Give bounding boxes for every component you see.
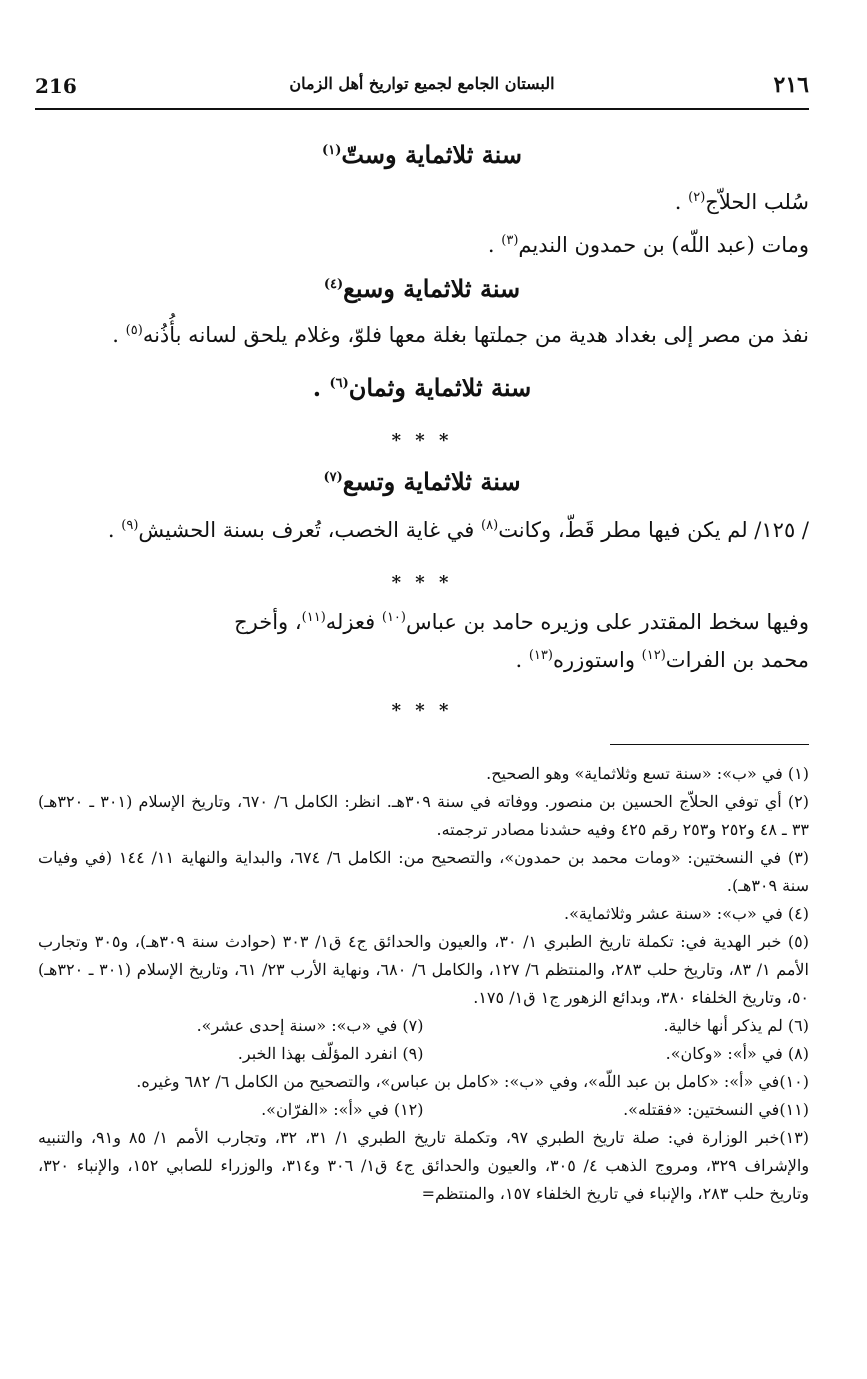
paragraph-gift: نفذ من مصر إلى بغداد هدية من جملتها بغلة معها فلوّ، وغلام يلحق لسانه بأُذُنه$^{(٥)}$ .	[112, 323, 809, 347]
footnotes	[38, 760, 809, 1208]
footnote-4: (٤) في «ب»: «سنة عشر وثلاثماية».	[564, 904, 809, 923]
section-separator: * * *	[391, 572, 453, 593]
footnote-7: (٧) في «ب»: «سنة إحدى عشر».	[196, 1016, 424, 1035]
footnote-12: (١٢) في «أ»: «الفرّان».	[261, 1100, 424, 1119]
footnote-6: (٦) لم يذكر أنها خالية.	[663, 1016, 809, 1035]
footnote-ref: (٤)	[323, 277, 344, 292]
paragraph-hallaj: سُلب الحلاّج$^{(٢)}$ .	[674, 190, 809, 214]
footnote-ref: (٣)	[501, 233, 519, 248]
year-heading-308: سنة ثلاثماية وثمان$^{(٦)}$ .	[312, 373, 532, 402]
footnote-3: (٣) في النسختين: «ومات محمد بن حمدون»، والتصحيح من: الكامل ٦/ ٦٧٤، والبداية والنهاية ١١/ ١٤٤ (في وفيات سنة ٣٠٩هـ).	[38, 848, 810, 895]
footnote-2: (٢) أي توفي الحلاّج الحسين بن منصور. ووفاته في سنة ٣٠٩هـ. انظر: الكامل ٦/ ٦٧٠، وتاريخ الإسلام (٣٠١ ـ ٣٢٠هـ) ٣٣ ـ ٤٨ و٢٥٢ و٢٥٣ رقم ٤٢٥ وفيه حشدنا مصادر ترجمته.	[38, 792, 810, 839]
footnote-1: (١) في «ب»: «سنة تسع وثلاثماية» وهو الصحيح.	[486, 764, 809, 783]
footnote-ref: (٨)	[481, 518, 499, 533]
paragraph-nadim: ومات (عبد اللّه) بن حمدون النديم$^{(٣)}$ .	[487, 233, 809, 257]
footnote-ref: (١٣)	[528, 648, 553, 663]
page-number-latin: 216	[35, 74, 77, 98]
book-title: البستان الجامع لجميع تواريخ أهل الزمان	[289, 74, 555, 93]
running-header	[35, 74, 809, 108]
footnote-8: (٨) في «أ»: «وكان».	[665, 1044, 809, 1063]
section-separator: * * *	[391, 700, 453, 721]
footnote-row-8-9	[38, 1040, 809, 1068]
paragraph-vizier-line1: وفيها سخط المقتدر على وزيره حامد بن عباس$^{(١٠)}$ فعزله$^{(١١)}$، وأخرج	[234, 610, 809, 634]
footnote-13: (١٣)خبر الوزارة في: صلة تاريخ الطبري ٩٧، وتكملة تاريخ الطبري ١/ ٣١، ٣٢، وتجارب الأمم ١/ ٨٥ و٩١، والتنبيه والإشراف ٣٢٩، ومروج الذهب ٤/ ٣٠٥، والعيون والحدائق ج٤ ق١/ ٣٠٦ و٣١٤، والوزراء للصابي ١٥٢، والإنباء ٣٢٠، وتاريخ حلب ٢٨٣، والإنباء في تاريخ الخلفاء ١٥٧، والمنتظم=	[38, 1128, 810, 1203]
footnote-11: (١١)في النسختين: «فقتله».	[623, 1100, 809, 1119]
footnote-ref: (٦)	[329, 376, 349, 391]
footnote-10: (١٠)في «أ»: «كامل بن عبد اللّه»، وفي «ب»: «كامل بن عباس»، والتصحيح من الكامل ٦/ ٦٨٢ وغيره.	[136, 1072, 809, 1091]
footnote-ref: (١١)	[301, 610, 326, 625]
header-rule	[35, 108, 809, 110]
footnote-row-11-12	[38, 1096, 809, 1124]
section-separator: * * *	[391, 430, 453, 451]
footnote-ref: (٧)	[323, 470, 343, 485]
page-number-arabic: ٢١٦	[773, 72, 809, 98]
footnote-ref: (١)	[322, 143, 342, 158]
footnote-separator	[610, 744, 809, 745]
year-heading-307: سنة ثلاثماية وسبع$^{(٤)}$	[323, 274, 521, 303]
footnote-ref: (١٠)	[381, 610, 406, 625]
footnote-ref: (٩)	[121, 518, 139, 533]
footnote-5: (٥) خبر الهدية في: تكملة تاريخ الطبري ١/ ٣٠، والعيون والحدائق ج٤ ق١/ ٣٠٣ (حوادث سنة ٣٠٩هـ)، و٣٠٥ وتجارب الأمم ١/ ٨٣، وتاريخ حلب ٢٨٣، والمنتظم ٦/ ١٢٧، والكامل ٦/ ٦٨٠، ونهاية الأرب ٢٣/ ٦١، وتاريخ الإسلام (٣٠١ ـ ٣٢٠هـ) ٥٠، وتاريخ الخلفاء ٣٨٠، وبدائع الزهور ج١ ق١/ ١٧٥.	[38, 932, 810, 1007]
year-heading-306: سنة ثلاثماية وستّ$^{(١)}$	[322, 140, 522, 169]
paragraph-no-rain: / ١٢٥/ لم يكن فيها مطر قَطّ، وكانت$^{(٨)}$ في غاية الخصب، تُعرف بسنة الحشيش$^{(٩)}$ .	[107, 518, 809, 542]
footnote-row-6-7	[38, 1012, 809, 1040]
footnote-9: (٩) انفرد المؤلّف بهذا الخبر.	[237, 1044, 424, 1063]
year-heading-309: سنة ثلاثماية وتسع$^{(٧)}$	[323, 467, 521, 496]
footnote-ref: (٥)	[125, 323, 143, 338]
paragraph-vizier-line2: محمد بن الفرات$^{(١٢)}$ واستوزره$^{(١٣)}$ .	[515, 648, 809, 672]
footnote-ref: (٢)	[688, 190, 706, 205]
footnote-ref: (١٢)	[641, 648, 666, 663]
